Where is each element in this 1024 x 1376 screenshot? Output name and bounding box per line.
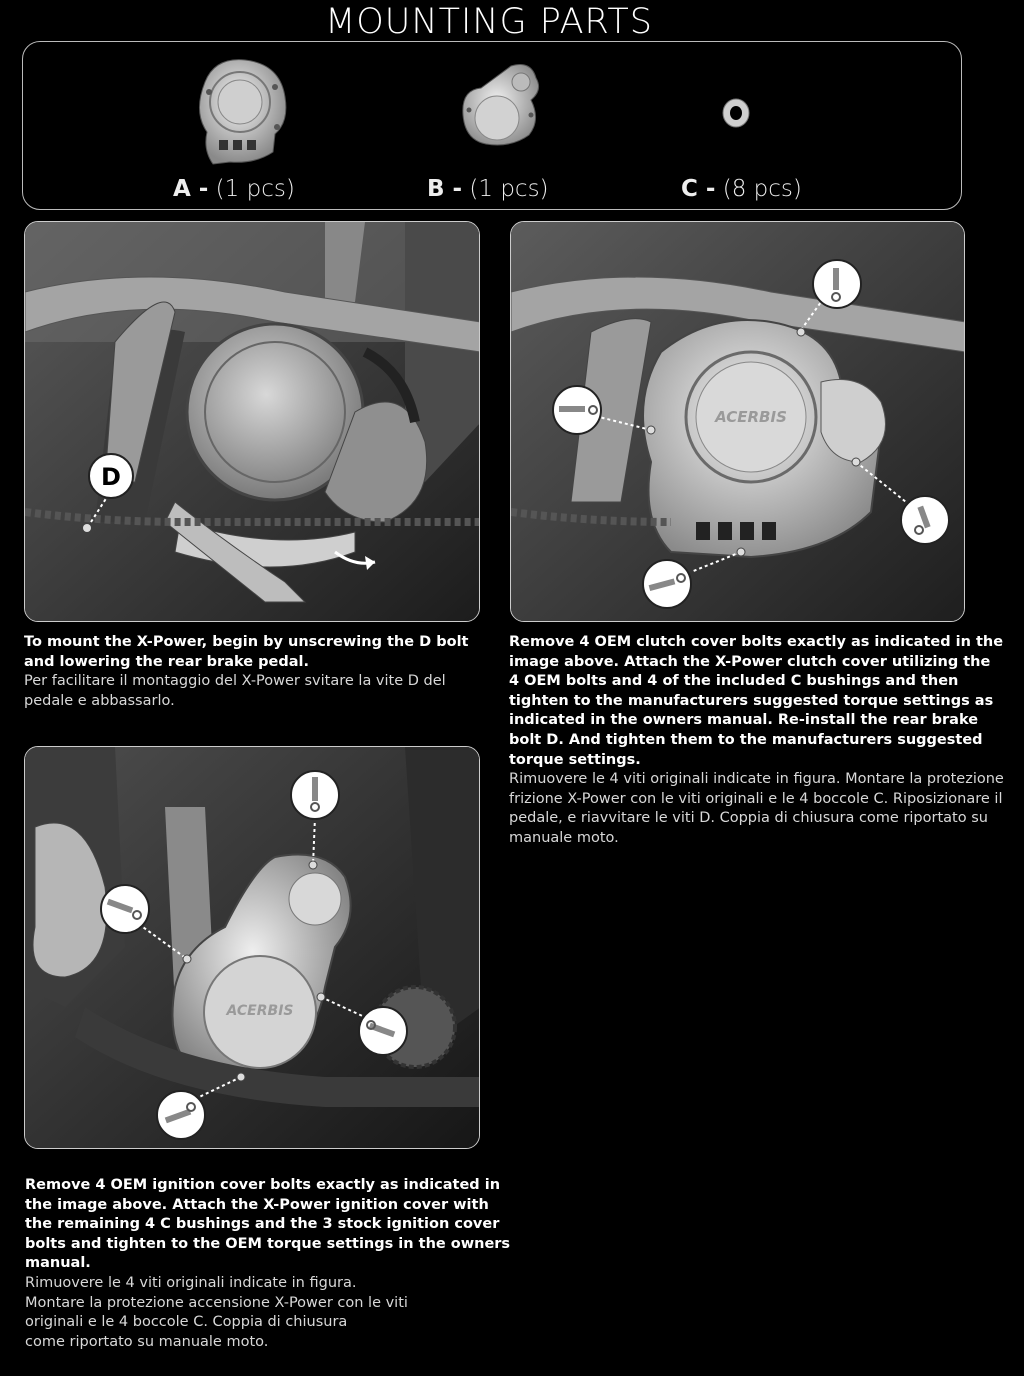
bolt-d-marker: D [101,463,121,491]
bolt-callout-top [291,771,339,819]
bushing-part-icon [719,96,753,130]
step2-instructions [509,633,1005,849]
bolt-callout-bottom [643,560,691,608]
part-c-label: C - (8 pcs) [681,176,802,202]
bolt-callout-left [101,885,149,933]
step2-italian-text: Rimuovere le 4 viti originali indicate in figura. Montare la protezione frizione X-Power con le viti originali e le 4 boccole C. Riposizionare il pedale, e riavvitare le viti D. Coppia di chiusura come riportato su manuale moto. [509,771,1004,846]
bolt-callout-left [553,386,601,434]
step3-italian-line-2: Montare la protezione accensione X-Power con le viti [25,1294,408,1311]
step1-italian-text: Per facilitare il montaggio del X-Power svitare la vite D del pedale e abbassarlo. [24,673,446,709]
step1-english-text: To mount the X-Power, begin by unscrewing the D bolt and lowering the rear brake pedal. [24,634,469,670]
part-b-label: B - (1 pcs) [427,176,549,202]
bolt-callout-bottom [157,1091,205,1139]
step3-photo [24,746,480,1149]
part-a [163,42,363,211]
motorcycle-brake-pedal-illustration [25,222,480,622]
parts-panel [22,41,962,210]
bolt-callout-right [359,1007,407,1055]
part-b [421,42,621,211]
part-c [679,42,879,211]
step3-english-text: Remove 4 OEM ignition cover bolts exactly as indicated in the image above. Attach the X-Power ignition cover with the remaining 4 C bushings and the 3 stock ignition cover bolts and tighten to the OEM torque settings in the owners manual. [25,1177,511,1272]
clutch-cover-install-illustration [511,222,965,622]
step2-english-text: Remove 4 OEM clutch cover bolts exactly as indicated in the image above. Attach the X-Power clutch cover utilizing the 4 OEM bolts and 4 of the included C bushings and then tighten to the manufacturers suggested torque settings as indicated in the owners manual. Re-install the rear brake bolt D. And tighten them to the manufacturers suggested torque settings. [509,634,1004,768]
step3-italian-line-4: come riportato su manuale moto. [25,1333,269,1350]
ignition-cover-install-illustration [25,747,480,1149]
step3-italian-line-1: Rimuovere le 4 viti originali indicate in figura. [25,1274,357,1291]
step1-photo [24,221,480,622]
step1-instructions [24,633,494,711]
step2-photo [510,221,965,622]
bolt-callout-top [813,260,861,308]
part-a-label: A - (1 pcs) [173,176,295,202]
ignition-cover-part-icon [451,60,551,150]
step3-instructions [25,1176,511,1352]
step3-italian-line-3: originali e le 4 boccole C. Coppia di chiusura [25,1314,348,1331]
bolt-callout-right [901,496,949,544]
brand-logo-2: ACERBIS [226,1003,294,1019]
clutch-cover-part-icon [185,52,295,172]
page-title: MOUNTING PARTS [325,2,653,42]
brand-logo: ACERBIS [715,408,787,426]
